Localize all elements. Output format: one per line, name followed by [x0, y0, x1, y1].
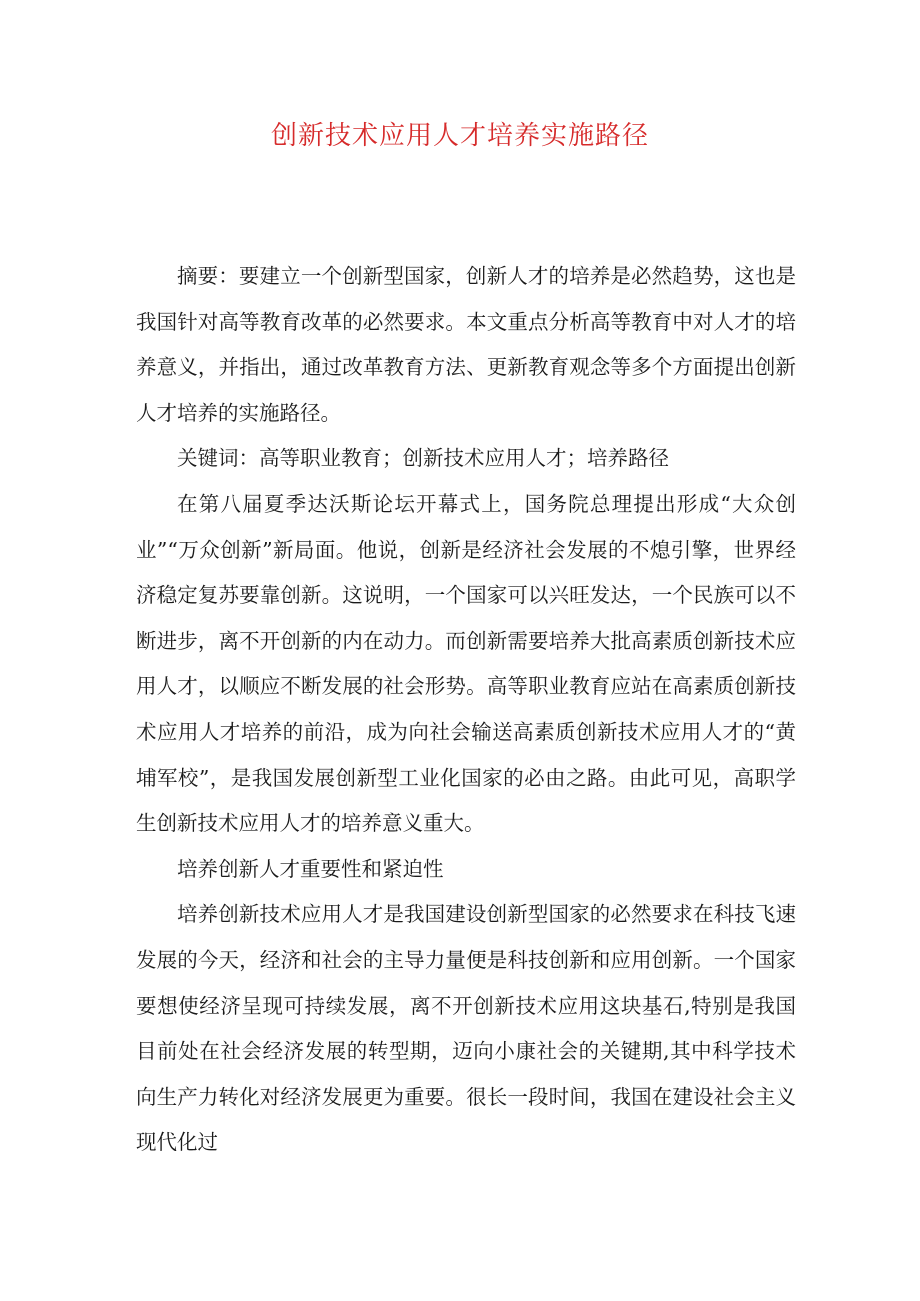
document-title: 创新技术应用人才培养实施路径 — [270, 121, 649, 151]
document-body — [136, 254, 796, 1166]
keywords-paragraph: 关键词：高等职业教育；创新技术应用人才；培养路径 — [177, 446, 669, 471]
abstract-paragraph: 摘要：要建立一个创新型国家，创新人才的培养是必然趋势，这也是我国针对高等教育改革的必然要求。本文重点分析高等教育中对人才的培养意义，并指出，通过改革教育方法、更新教育观念等多个方面提出创新人才培养的实施路径。 — [136, 264, 796, 425]
intro-paragraph: 在第八届夏季达沃斯论坛开幕式上，国务院总理提出形成“大众创业”“万众创新”新局面。他说，创新是经济社会发展的不熄引擎，世界经济稳定复苏要靠创新。这说明，一个国家可以兴旺发达，一个民族可以不断进步，离不开创新的内在动力。而创新需要培养大批高素质创新技术应用人才，以顺应不断发展的社会形势。高等职业教育应站在高素质创新技术应用人才培养的前沿，成为向社会输送高素质创新技术应用人才的“黄埔军校”，是我国发展创新型工业化国家的必由之路。由此可见，高职学生创新技术应用人才的培养意义重大。 — [136, 491, 796, 836]
section-paragraph: 培养创新技术应用人才是我国建设创新型国家的必然要求在科技飞速发展的今天，经济和社会的主导力量便是科技创新和应用创新。一个国家要想使经济呈现可持续发展，离不开创新技术应用这块基石,特别是我国目前处在社会经济发展的转型期，迈向小康社会的关键期,其中科学技术向生产力转化对经济发展更为重要。很长一段时间，我国在建设社会主义现代化过 — [136, 902, 796, 1155]
section-heading: 培养创新人才重要性和紧迫性 — [177, 856, 444, 881]
